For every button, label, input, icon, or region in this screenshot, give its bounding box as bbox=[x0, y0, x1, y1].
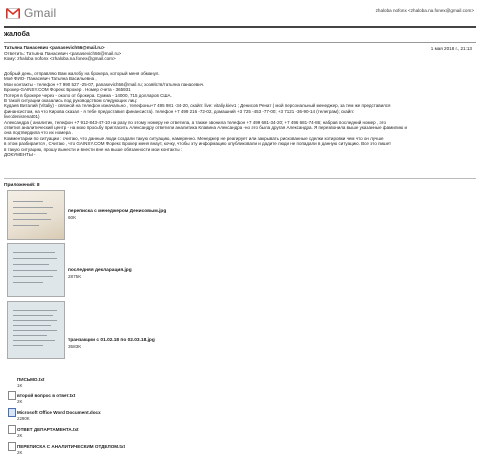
email-body bbox=[4, 71, 474, 158]
body-line: ДОКУМЕНТЫ - bbox=[4, 152, 36, 158]
text-file-icon bbox=[8, 442, 16, 451]
attachment-size: 1K bbox=[17, 383, 23, 388]
attachment-size: 2875K bbox=[68, 274, 82, 279]
attachment-thumbnail[interactable] bbox=[7, 243, 65, 297]
header-divider bbox=[4, 26, 476, 28]
attachments-divider bbox=[4, 178, 476, 179]
body-line: она подтвердила что их номера . bbox=[4, 130, 74, 136]
body-line: ответил аналитический центр - на мою просьбу пригласить Александру ответили аналитика Клавина Александра -но это была другая Александра. Я перезвонила выше указанные фамилию и bbox=[4, 125, 407, 131]
attachment-name[interactable]: ОТВЕТ ДЕПАРТАМЕНТА.txt bbox=[17, 427, 79, 432]
gmail-envelope-icon bbox=[6, 8, 20, 19]
attachment-size: 2K bbox=[17, 399, 23, 404]
body-line: Брокер-GAINSY.COM Форекс Брокер . Номер счета - 365931 bbox=[4, 87, 131, 93]
body-line: В такой ситуации оказались под руководством следующих лиц: bbox=[4, 98, 138, 104]
sender: Татьяна Панасевич <panasevich56@mail.ru> bbox=[4, 45, 105, 50]
attachment-name[interactable]: переписка с менеджером Денисовым.jpg bbox=[68, 209, 167, 214]
email-subject: жалоба bbox=[4, 31, 30, 38]
email-date: 1 мая 2018 г., 21:13 bbox=[430, 46, 472, 51]
attachment-size: 60K bbox=[68, 215, 77, 220]
text-file-icon bbox=[8, 391, 16, 400]
body-line: в такую ситуацию, прошу вынести и внести вне на выше обязанности мои контакты : bbox=[4, 146, 183, 152]
attachment-name[interactable]: ПИСЬМО.txt bbox=[17, 377, 45, 382]
attachment-size: 3583K bbox=[68, 344, 82, 349]
attachment-name[interactable]: ПЕРЕПИСКА С АНАЛИТИЧЕСКИМ ОТДЕЛОМ.txt bbox=[17, 444, 125, 449]
attachment-name[interactable]: Microsoft Office Word Document.docx bbox=[17, 410, 101, 415]
attachment-name[interactable]: последняя декларация.jpg bbox=[68, 268, 132, 273]
top-bar bbox=[0, 0, 480, 26]
attachment-size: 2K bbox=[17, 433, 23, 438]
body-line: Александра ( аналитик, телефон +7 912-843-47-10 на разу по этому номеру не ответила, а также звонила телефон +7 499 681-34-20; +7 496 681-74-86; набрав последний номер , это bbox=[4, 119, 387, 125]
word-file-icon bbox=[8, 408, 16, 417]
reply-to: Ответить: Татьяна Панасевич <panasevich56@mail.ru> bbox=[4, 50, 122, 56]
subject-divider bbox=[4, 42, 476, 43]
account-email: zhaloba nofonx <zhaloba.na.fonex@gmail.com> bbox=[375, 8, 474, 13]
attachment-size: 2290K bbox=[17, 416, 30, 421]
attachment-thumbnail[interactable] bbox=[7, 190, 65, 240]
gmail-logo[interactable] bbox=[6, 6, 56, 20]
body-line: в этом разбирается , Считаю , что GAINSY.COM Форекс Брокер меня внаут, кочку, чтобы эту информацию опубликовали и дадите люди не попадали в данную ситуацию. Все это пишет bbox=[4, 141, 392, 147]
body-line: Комментарии по ситуации : считаю, что данные люди создали такую ситуацию, намеренно. Менеджер не реагирует или закрывать рискованные сделки котировки чем что он лучше bbox=[4, 135, 384, 141]
attachment-size: 2K bbox=[17, 450, 23, 455]
body-line: финансистом, на что Кирова сказал - я тебе предоставил финансиста). телефон +7 499 216 -72-02, домашний +3 725 -453 -77-00; +3 7121 -36-90-14 (телеграм); скайп: bbox=[4, 108, 355, 114]
body-line: Потеря в брокере через - около от брокера. Сумма - 14000, 715 долларов США. bbox=[4, 92, 172, 98]
attachment-thumbnail[interactable] bbox=[7, 301, 65, 359]
attachments-count: Приложений: 8 bbox=[4, 183, 40, 188]
body-line: live:denisrenat01) bbox=[4, 114, 40, 120]
recipient: Кому: zhaloba nofonx <zhaloba.na.fonex@gmail.com> bbox=[4, 56, 116, 61]
text-file-icon bbox=[8, 425, 16, 434]
gmail-logo-text: Gmail bbox=[24, 6, 57, 20]
body-line: Моё ФИО- Панасевич Татьяна Васильевна , bbox=[4, 76, 97, 82]
attachment-name[interactable]: второй вопрос в ответ.txt bbox=[17, 393, 76, 398]
body-line: Мои контакты - телефон +7 990 527 -25-07, panasevich56@mail.ru; хозяйств/татьяна панасевич. bbox=[4, 81, 205, 87]
body-line: Кудаев Виталий (Vitaliy) - связной на телефон изначально , телефоны+7 495 981 -34-20, скайп: live: vitaliy.kiev1 ; Денисов Ренат ( мой персональный менеджер, за тем же представился bbox=[4, 103, 391, 109]
body-line: Добрый день, отправляю Вам жалобу на брокера, который меня обманул. bbox=[4, 71, 160, 76]
attachment-name[interactable]: транзакции с 01.02.18 по 02.03.18.jpg bbox=[68, 338, 155, 343]
